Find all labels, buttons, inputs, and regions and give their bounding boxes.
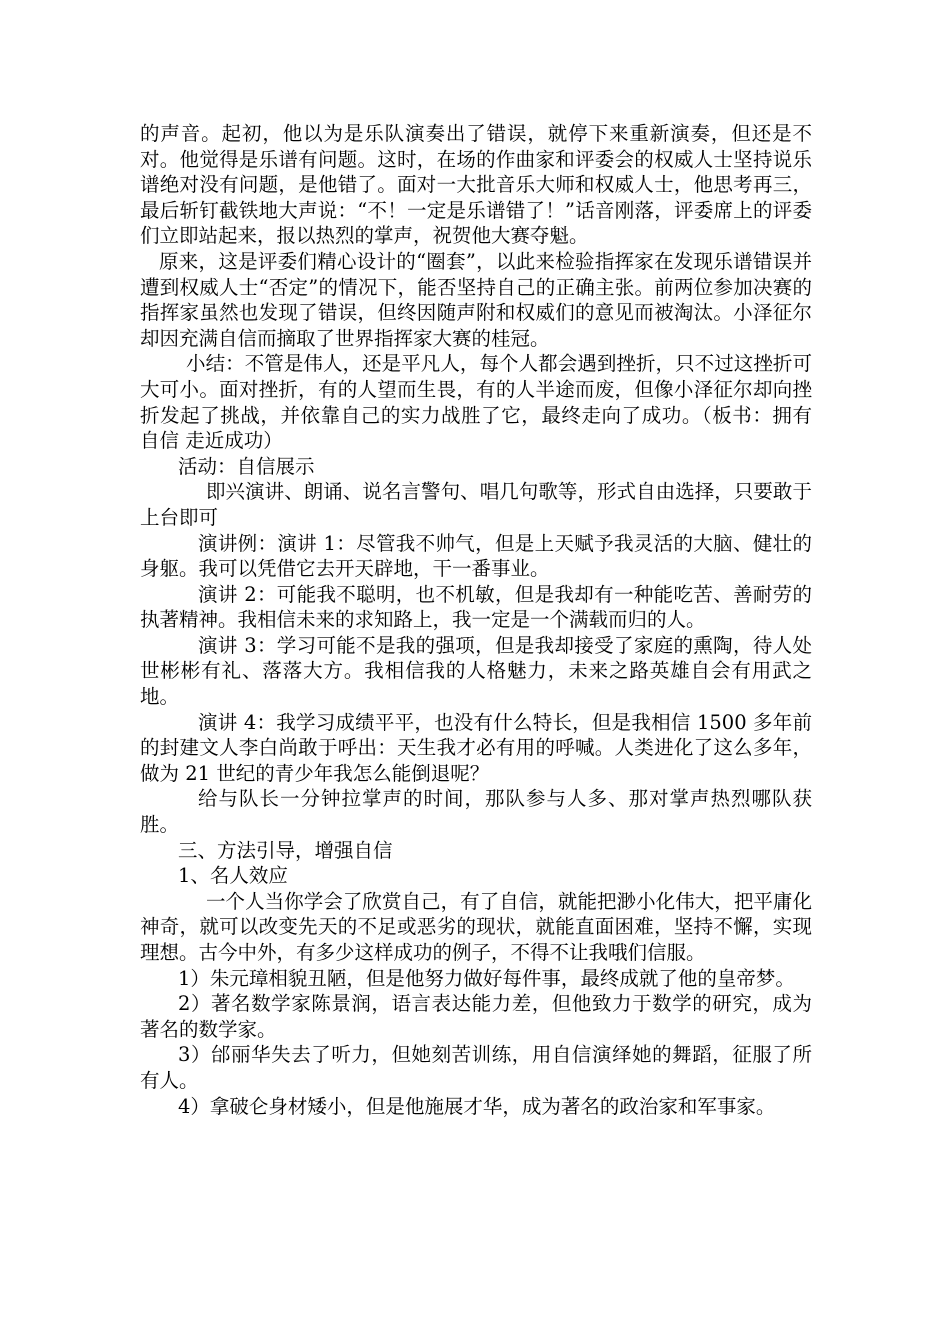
list-item-zhu-yuanzhang: 1）朱元璋相貌丑陋，但是他努力做好每件事，最终成就了他的皇帝梦。: [178, 966, 795, 990]
paragraph-activity-instructions: 即兴演讲、朗诵、说名言警句、唱几句歌等，形式自由选择，只要敢于上台即可: [140, 480, 812, 529]
paragraph-summary: 小结：不管是伟人，还是平凡人，每个人都会遇到挫折，只不过这挫折可大可小。面对挫折，有的人望而生畏，有的人半途而废，但像小泽征尔却向挫折发起了挑战，并依靠自己的实力战胜了它，最终走向了成功。（板书：拥有自信 走近成功）: [140, 352, 812, 453]
paragraph-speech-3: 演讲 3：学习可能不是我的强项，但是我却接受了家庭的熏陶，待人处世彬彬有礼、落落大方。我相信我的人格魅力，未来之路英雄自会有用武之地。: [140, 633, 812, 709]
section-heading-method: 三、方法引导，增强自信: [178, 838, 393, 862]
paragraph-celebrity-intro: 一个人当你学会了欣赏自己，有了自信，就能把渺小化伟大，把平庸化神奇，就可以改变先天的不足或恶劣的现状，就能直面困难，坚持不懈，实现理想。古今中外，有多少这样成功的例子，不得不让我哦们信服。: [140, 889, 812, 964]
paragraph-speech-2: 演讲 2：可能我不聪明，也不机敏，但是我却有一种能吃苦、善耐劳的执著精神。我相信未来的求知路上，我一定是一个满载而归的人。: [140, 582, 812, 632]
document-body: [140, 121, 812, 1119]
list-item-chen-jingrun: 2）著名数学家陈景润，语言表达能力差，但他致力于数学的研究，成为著名的数学家。: [140, 992, 812, 1041]
paragraph-speech-4: 演讲 4：我学习成绩平平，也没有什么特长，但是我相信 1500 多年前的封建文人李白尚敢于呼出：天生我才必有用的呼喊。人类进化了这么多年，做为 21 世纪的青少年我怎么能倒退呢？: [140, 710, 812, 785]
list-item-tai-lihua: 3）邰丽华失去了听力，但她刻苦训练，用自信演绎她的舞蹈，征服了所有人。: [140, 1043, 812, 1092]
list-item-napoleon: 4）拿破仑身材矮小，但是他施展才华，成为著名的政治家和军事家。: [178, 1094, 776, 1118]
paragraph-story-ending: 的声音。起初，他以为是乐队演奏出了错误，就停下来重新演奏，但还是不对。他觉得是乐谱有问题。这时，在场的作曲家和评委会的权威人士坚持说乐谱绝对没有问题，是他错了。面对一大批音乐大师和权威人士，他思考再三，最后斩钉截铁地大声说：“不！一定是乐谱错了！”话音刚落，评委席上的评委们立即站起来，报以热烈的掌声，祝贺他大赛夺魁。: [140, 122, 812, 248]
paragraph-applause-rule: 给与队长一分钟拉掌声的时间，那队参与人多、那对掌声热烈哪队获胜。: [140, 787, 812, 837]
paragraph-trap-explanation: 原来，这是评委们精心设计的“圈套”，以此来检验指挥家在发现乐谱错误并遭到权威人士“否定”的情况下，能否坚持自己的正确主张。前两位参加决赛的指挥家虽然也发现了错误，但终因随声附和权威们的意见而被淘汰。小泽征尔却因充满自信而摘取了世界指挥家大赛的桂冠。: [140, 249, 812, 350]
subsection-heading-celebrity: 1、名人效应: [178, 864, 288, 888]
paragraph-activity-heading: 活动：自信展示: [178, 454, 315, 478]
paragraph-speech-1: 演讲例：演讲 1：尽管我不帅气，但是上天赋予我灵活的大脑、健壮的身躯。我可以凭借它去开天辟地，干一番事业。: [140, 531, 812, 581]
